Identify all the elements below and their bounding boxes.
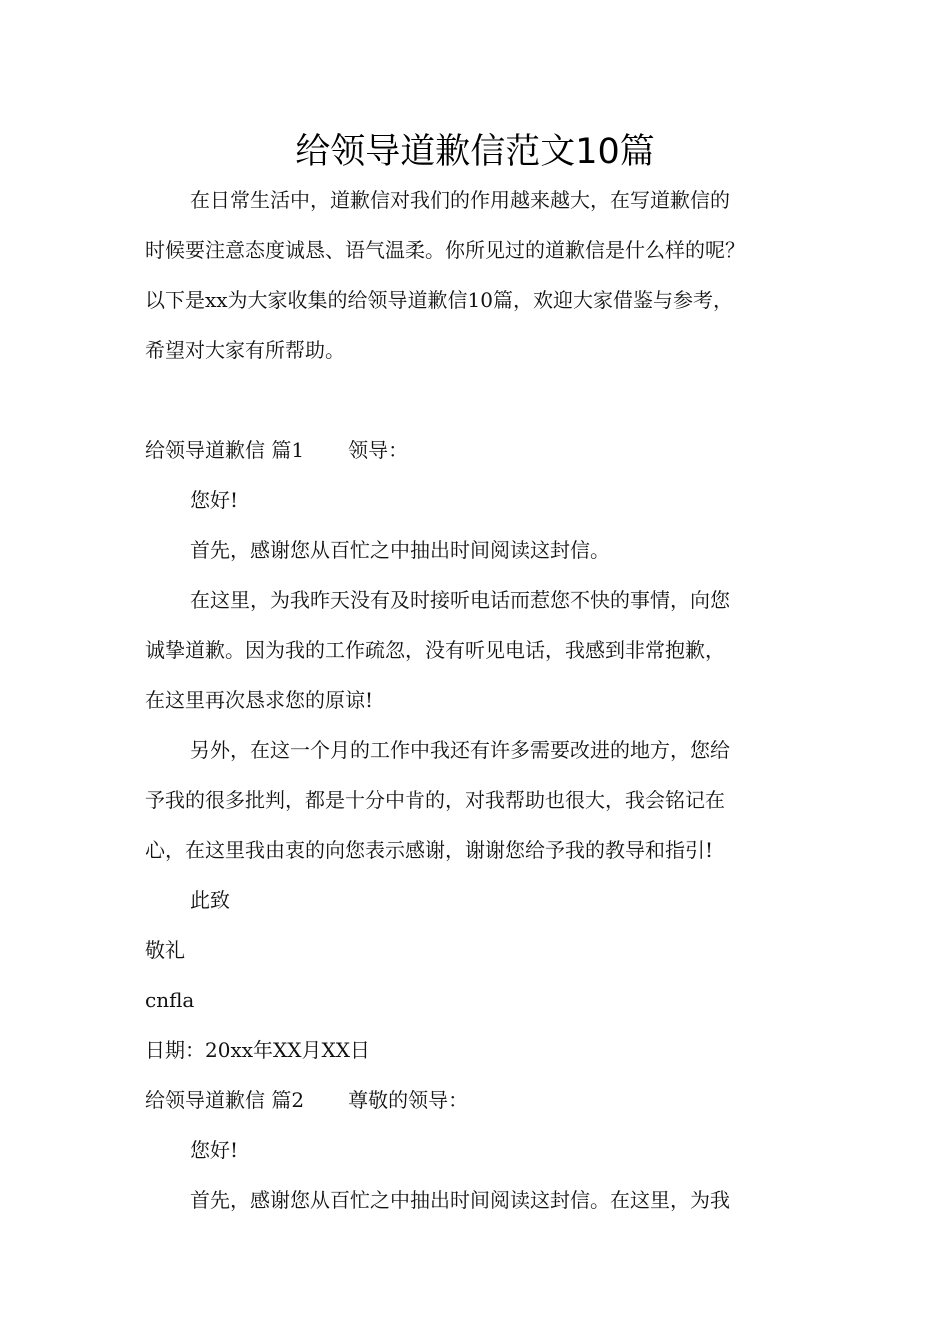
letter1-closing-2: 敬礼 <box>145 938 185 962</box>
letter1-para3-line-3: 心，在这里我由衷的向您表示感谢，谢谢您给予我的教导和指引! <box>145 838 714 862</box>
intro-line-4: 希望对大家有所帮助。 <box>145 338 345 362</box>
letter1-salutation: 领导： <box>348 438 409 462</box>
intro-line-1: 在日常生活中，道歉信对我们的作用越来越大，在写道歉信的 <box>190 188 730 212</box>
letter1-para2-line-3: 在这里再次恳求您的原谅! <box>145 688 374 712</box>
intro-line-3: 以下是xx为大家收集的给领导道歉信10篇，欢迎大家借鉴与参考， <box>145 288 734 312</box>
letter1-para2-line-1: 在这里，为我昨天没有及时接听电话而惹您不快的事情，向您 <box>190 588 730 612</box>
letter1-para3-line-1: 另外，在这一个月的工作中我还有许多需要改进的地方，您给 <box>190 738 730 762</box>
document-title: 给领导道歉信范文10篇 <box>295 132 655 172</box>
letter1-para2-line-2: 诚挚道歉。因为我的工作疏忽，没有听见电话，我感到非常抱歉， <box>145 638 725 662</box>
letter1-para3-line-2: 予我的很多批判，都是十分中肯的，对我帮助也很大，我会铭记在 <box>145 788 725 812</box>
letter1-heading-line <box>145 436 845 464</box>
letter2-salutation: 尊敬的领导： <box>348 1088 469 1112</box>
letter2-heading-line <box>145 1086 845 1114</box>
letter2-para1: 首先，感谢您从百忙之中抽出时间阅读这封信。在这里，为我 <box>190 1188 730 1212</box>
letter1-signature: cnfla <box>145 988 195 1012</box>
letter1-date: 日期：20xx年XX月XX日 <box>145 1038 370 1062</box>
intro-line-2: 时候要注意态度诚恳、语气温柔。你所见过的道歉信是什么样的呢？ <box>145 238 745 262</box>
letter2-greeting: 您好! <box>190 1138 239 1162</box>
letter1-para1: 首先，感谢您从百忙之中抽出时间阅读这封信。 <box>190 538 610 562</box>
letter2-heading: 给领导道歉信 篇2 <box>145 1088 305 1112</box>
letter1-closing-1: 此致 <box>190 888 230 912</box>
letter1-heading: 给领导道歉信 篇1 <box>145 438 305 462</box>
letter1-greeting: 您好! <box>190 488 239 512</box>
